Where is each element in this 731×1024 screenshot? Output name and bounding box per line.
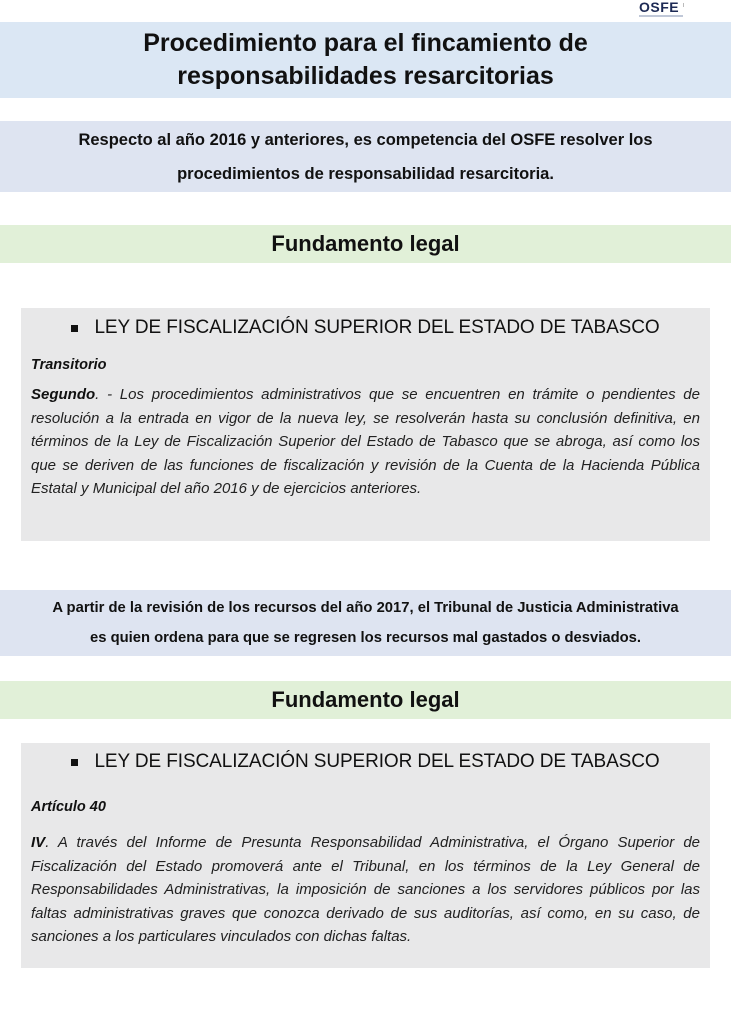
competence-statement-2016 bbox=[0, 121, 731, 192]
competence-line-2: procedimientos de responsabilidad resarcitoria. bbox=[177, 164, 554, 183]
fundamento-legal-heading-1 bbox=[0, 225, 731, 263]
article-paragraph bbox=[31, 383, 700, 501]
competence-statement-2017 bbox=[0, 590, 731, 656]
logo-text: OSFE bbox=[639, 0, 680, 15]
law-title bbox=[31, 317, 700, 339]
law-title bbox=[31, 751, 700, 773]
law-title-text: LEY DE FISCALIZACIÓN SUPERIOR DEL ESTADO DE TABASCO bbox=[94, 751, 660, 772]
page-title-line-1: Procedimiento para el fincamiento de bbox=[143, 29, 588, 57]
logo-emblem bbox=[683, 3, 712, 7]
fundamento-legal-label: Fundamento legal bbox=[271, 231, 460, 256]
square-bullet-icon bbox=[71, 325, 78, 332]
competence-line-1: Respecto al año 2016 y anteriores, es competencia del OSFE resolver los bbox=[78, 130, 653, 149]
competence-line-2: es quien ordena para que se regresen los recursos mal gastados o desviados. bbox=[90, 630, 641, 646]
article-subheading: Transitorio bbox=[31, 357, 107, 373]
logo-underline bbox=[639, 15, 683, 17]
paragraph-body: . A través del Informe de Presunta Responsabilidad Administrativa, el Órgano Superior de Fiscalización del Estado promoverá ante el Tribunal, en los términos de la Ley General de Responsabilidades Administrativas, la imposición de sanciones a los servidores públicos por las faltas administrativas graves que conozca derivado de sus auditorías, así como, en su caso, de sanciones a los particulares vinculados con dichas faltas. bbox=[31, 834, 700, 946]
fundamento-legal-label: Fundamento legal bbox=[271, 687, 460, 712]
law-title-text: LEY DE FISCALIZACIÓN SUPERIOR DEL ESTADO DE TABASCO bbox=[94, 317, 660, 338]
page-title-line-2: responsabilidades resarcitorias bbox=[177, 62, 554, 90]
paragraph-lead: IV bbox=[31, 834, 46, 851]
legal-excerpt-transitorio bbox=[21, 308, 710, 541]
square-bullet-icon bbox=[71, 759, 78, 766]
page-title-banner bbox=[0, 22, 731, 98]
article-subheading: Artículo 40 bbox=[31, 799, 106, 815]
fundamento-legal-heading-2 bbox=[0, 681, 731, 719]
article-paragraph bbox=[31, 831, 700, 949]
paragraph-body: . - Los procedimientos administrativos que se encuentren en trámite o pendientes de resolución a la entrada en vigor de la nueva ley, se resolverán hasta su conclusión definitiva, en términos de la Ley de Fiscalización Superior del Estado de Tabasco que se abroga, así como los que se deriven de las funciones de fiscalización y revisión de la Cuenta de la Hacienda Pública Estatal y Municipal del año 2016 y de ejercicios anteriores. bbox=[31, 386, 700, 498]
competence-line-1: A partir de la revisión de los recursos del año 2017, el Tribunal de Justicia Administrativa bbox=[52, 600, 679, 616]
paragraph-lead: Segundo bbox=[31, 386, 96, 403]
legal-excerpt-articulo-40 bbox=[21, 743, 710, 968]
osfe-logo bbox=[639, 0, 725, 20]
